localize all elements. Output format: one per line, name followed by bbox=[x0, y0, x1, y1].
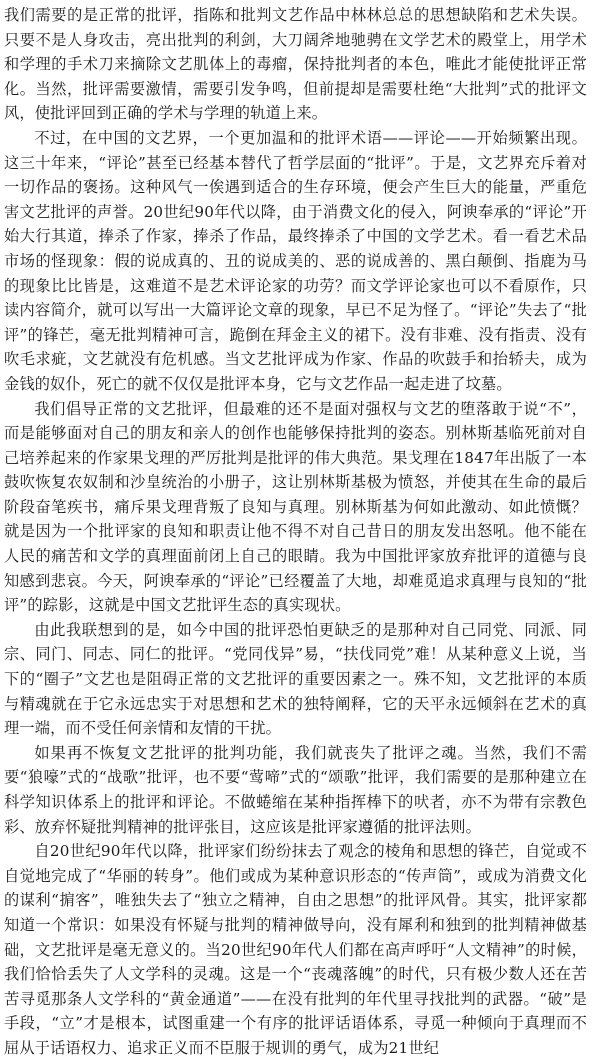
paragraph-5: 如果再不恢复文艺批评的批判功能，我们就丧失了批评之魂。当然，我们不需要“狼嚎”式的“战歌”批评，也不要“莺啼”式的“颂歌”批评，我们需要的是那种建立在科学知识体系上的批评和评论。不做蜷缩在某种指挥棒下的吠者，亦不为带有宗教色彩、放弃怀疑批判精神的批评张目，这应该是批评家遵循的批评法则。 bbox=[4, 743, 587, 836]
paragraph-1: 我们需要的是正常的批评，指陈和批判文艺作品中林林总总的思想缺陷和艺术失误。只要不是人身攻击，亮出批判的利剑，大刀阔斧地驰骋在文学艺术的殿堂上，用学术和学理的手术刀来摘除文艺肌体上的毒瘤，保持批判者的本色，唯此才能使批评正常化。当然，批评需要激情，需要引发争鸣，但前提却是需要杜绝“大批判”式的批评文风，使批评回到正确的学术与学理的轨道上来。 bbox=[4, 6, 587, 123]
paragraph-2: 不过，在中国的文艺界，一个更加温和的批评术语——评论——开始频繁出现。这三十年来，“评论”甚至已经基本替代了哲学层面的“批评”。于是，文艺界充斥着对一切作品的褒扬。这种风气一俟遇到适合的生存环境，便会产生巨大的能量，严重危害文艺批评的声誉。20世纪90年代以降，由于消费文化的侵入，阿谀奉承的“评论”开始大行其道，捧杀了作家，捧杀了作品，最终捧杀了中国的文学艺术。看一看艺术品市场的怪现象：假的说成真的、丑的说成美的、恶的说成善的、黑白颠倒、指鹿为马的现象比比皆是，这难道不是艺术评论家的功劳？而文学评论家也可以不看原作，只读内容简介，就可以写出一大篇评论文章的现象，早已不足为怪了。“评论”失去了“批评”的锋芒，毫无批判精神可言，跪倒在拜金主义的裙下。没有非难、没有指责、没有吹毛求疵，文艺就没有危机感。当文艺批评成为作家、作品的吹鼓手和抬轿夫，成为金钱的奴仆，死亡的就不仅仅是批评本身，它与文艺作品一起走进了坟墓。 bbox=[4, 128, 587, 393]
paragraph-3: 我们倡导正常的文艺批评，但最难的还不是面对强权与文艺的堕落敢于说“不”，而是能够面对自己的朋友和亲人的创作也能够保持批判的姿态。别林斯基临死前对自己培养起来的作家果戈理的严厉批判是批评的伟大典范。果戈理在1847年出版了一本鼓吹恢复农奴制和沙皇统治的小册子，这让别林斯基极为愤怒，并使其在生命的最后阶段奋笔疾书，痛斥果戈理背叛了良知与真理。别林斯基为何如此激动、如此愤慨？就是因为一个批评家的良知和职责让他不得不对自己昔日的朋友发出怒吼。他不能在人民的痛苦和文学的真理面前闭上自己的眼睛。我为中国批评家放弃批评的道德与良知感到悲哀。今天，阿谀奉承的“评论”已经覆盖了大地，却难觅追求真理与良知的“批评”的踪影，这就是中国文艺批评生态的真实现状。 bbox=[4, 399, 587, 615]
paragraph-4: 由此我联想到的是，如今中国的批评恐怕更缺乏的是那种对自己同党、同派、同宗、同门、同志、同仁的批评。“党同伐异”易，“扶伐同党”难！从某种意义上说，当下的“圈子”文艺也是阻碍正常的文艺批评的重要因素之一。殊不知，文艺批评的本质与精魂就在于它永远忠实于对思想和艺术的独特阐释，它的天平永远倾斜在艺术的真理一端，而不受任何亲情和友情的干扰。 bbox=[4, 620, 587, 738]
paragraph-6: 自20世纪90年代以降，批评家们纷纷抹去了观念的棱角和思想的锋芒，自觉或不自觉地完成了“华丽的转身”。他们或成为某种意识形态的“传声筒”，或成为消费文化的谋利“掮客”，唯独失去了“独立之精神，自由之思想”的批评风骨。其实，批评家都知道一个常识：如果没有怀疑与批判的精神做导向，没有犀利和独到的批判精神做基础，文艺批评是毫无意义的。当20世纪90年代人们都在高声呼吁“人文精神”的时候，我们恰恰丢失了人文学科的灵魂。这是一个“丧魂落魄”的时代，只有极少数人还在苦苦寻觅那条人文学科的“黄金通道”——在没有批判的年代里寻找批判的武器。“破”是手段，“立”才是根本，试图重建一个有序的批评话语体系，寻觅一种倾向于真理而不屈从于话语权力、追求正义而不臣服于规训的勇气，成为21世纪 bbox=[4, 842, 587, 1057]
